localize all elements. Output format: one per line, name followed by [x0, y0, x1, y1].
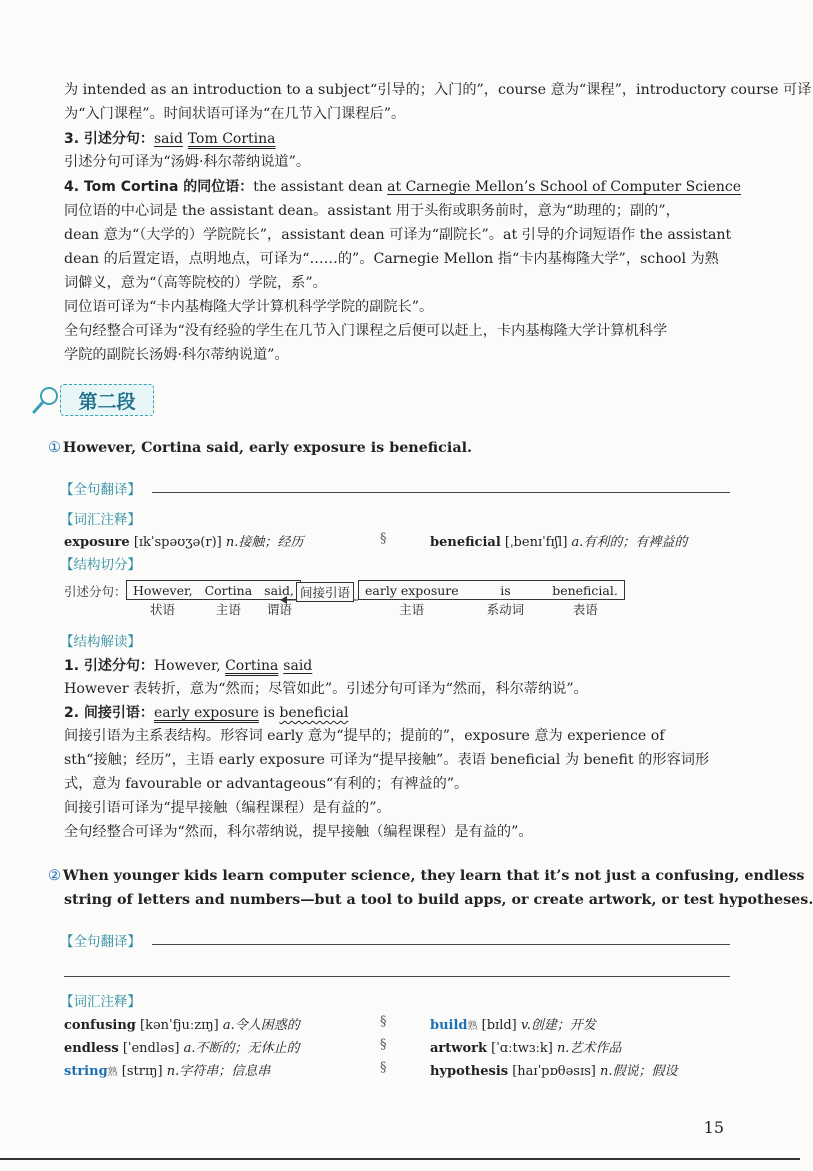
translation-blank-2a — [152, 944, 730, 945]
translation-blank — [152, 492, 730, 493]
p4-line-1: 同位语的中心词是 the assistant dean。assistant 用于头衔或职务前时，意为“助理的；副的”， — [64, 203, 680, 219]
p4-full-1: 全句经整合可译为“没有经验的学生在几节入门课程之后便可以赶上，卡内基梅隆大学计算机科学 — [64, 323, 668, 339]
tag-vocabulary-2: 【词汇注释】 — [60, 994, 141, 1010]
vocab-separator: § — [380, 1060, 387, 1075]
split-arrow-label: 间接引语 — [296, 582, 354, 602]
p4-line-3: dean 的后置定语，点明地点，可译为“……的”。Carnegie Mellon 指“卡内基梅隆大学”，school 为熟 — [64, 251, 719, 267]
tag-translation-2: 【全句翻译】 — [60, 934, 141, 950]
intro-line-1: 为 intended as an introduction to a subject“引导的；入门的”，course 意为“课程”，introductory course 可译 — [64, 82, 812, 98]
sentence-2-line-2: string of letters and numbers—but a tool to build apps, or create artwork, or test hypotheses. — [64, 892, 813, 908]
vocab-confusing: confusing [kənˈfjuːzɪŋ] a.令人困惑的 — [64, 1018, 300, 1033]
vocab-endless: endless [ˈendləs] a.不断的；无休止的 — [64, 1041, 300, 1056]
analysis-1-text: However 表转折，意为“然而；尽管如此”。引述分句可译为“然而，科尔蒂纳说”。 — [64, 681, 588, 697]
sentence-2: ② When younger kids learn computer science, they learn that it’s not just a confusing, endless — [48, 868, 805, 884]
sentence-1-full-translation: 全句经整合可译为“然而，科尔蒂纳说，提早接触（编程课程）是有益的”。 — [64, 824, 533, 840]
familiar-word-badge: 熟 — [107, 1067, 118, 1078]
analysis-2-line-1: 间接引语为主系表结构。形容词 early 意为“提早的；提前的”，exposure 意为 experience of — [64, 728, 665, 744]
tag-structure-split: 【结构切分】 — [60, 557, 141, 573]
p4-line-2: dean 意为“（大学的）学院院长”，assistant dean 可译为“副院长”。at 引导的介词短语作 the assistant — [64, 227, 732, 243]
tag-translation: 【全句翻译】 — [60, 482, 141, 498]
p3-text: 引述分句可译为“汤姆·科尔蒂纳说道”。 — [64, 154, 311, 170]
tag-structure-analysis: 【结构解读】 — [60, 634, 141, 650]
split-label: 引述分句： — [64, 584, 127, 599]
vocab-artwork: artwork [ˈɑːtwɜːk] n.艺术作品 — [430, 1041, 622, 1056]
vocab-string: string熟 [strɪŋ] n.字符串；信息串 — [64, 1064, 271, 1079]
familiar-word-badge: 熟 — [467, 1021, 478, 1032]
p3-heading: 3. 引述分句：said Tom Cortina — [64, 131, 276, 147]
page-number: 15 — [703, 1118, 724, 1137]
intro-line-2: 为“入门课程”。时间状语可译为“在几节入门课程后”。 — [64, 106, 406, 122]
sentence-number: ① — [48, 440, 61, 456]
tag-vocabulary: 【词汇注释】 — [60, 512, 141, 528]
sentence-number: ② — [48, 868, 61, 884]
vocab-separator: § — [380, 531, 387, 546]
p4-heading: 4. Tom Cortina 的同位语：the assistant dean at Carnegie Mellon’s School of Computer Science — [64, 179, 742, 195]
sentence-1: ① However, Cortina said, early exposure is beneficial. — [48, 440, 472, 456]
analysis-2-line-3: 式，意为 favourable or advantageous“有利的；有裨益的”。 — [64, 776, 469, 792]
p4-line-4: 词僻义，意为“（高等院校的）学院，系”。 — [64, 275, 327, 291]
vocab-separator: § — [380, 1014, 387, 1029]
analysis-2-translation: 间接引语可译为“提早接触（编程课程）是有益的”。 — [64, 800, 391, 816]
split-right-box: early exposure is beneficial. 主语 系动词 表语 — [358, 580, 625, 618]
p4-appos-translation: 同位语可译为“卡内基梅隆大学计算机科学学院的副院长”。 — [64, 299, 434, 315]
vocab-build: build熟 [bɪld] v.创建；开发 — [430, 1018, 596, 1033]
vocab-hypothesis: hypothesis [haɪˈpɒθəsɪs] n.假说；假设 — [430, 1064, 678, 1079]
vocab-beneficial: beneficial [ˌbenɪˈfɪʃl] a.有利的；有裨益的 — [430, 535, 688, 550]
vocab-separator: § — [380, 1037, 387, 1052]
footer-divider — [0, 1158, 800, 1160]
split-left-box: However, Cortina said, 状语 主语 谓语 — [126, 580, 301, 618]
section-title: 第二段 — [60, 384, 154, 416]
vocab-exposure: exposure [ɪkˈspəʊʒə(r)] n.接触；经历 — [64, 535, 304, 550]
analysis-2-heading: 2. 间接引语：early exposure is beneficial — [64, 705, 349, 721]
search-icon — [30, 384, 62, 416]
translation-blank-2b — [64, 976, 730, 977]
analysis-2-line-2: sth“接触；经历”，主语 early exposure 可译为“提早接触”。表语 beneficial 为 benefit 的形容词形 — [64, 752, 710, 768]
p4-full-2: 学院的副院长汤姆·科尔蒂纳说道”。 — [64, 347, 289, 363]
analysis-1-heading: 1. 引述分句：However, Cortina said — [64, 658, 313, 674]
